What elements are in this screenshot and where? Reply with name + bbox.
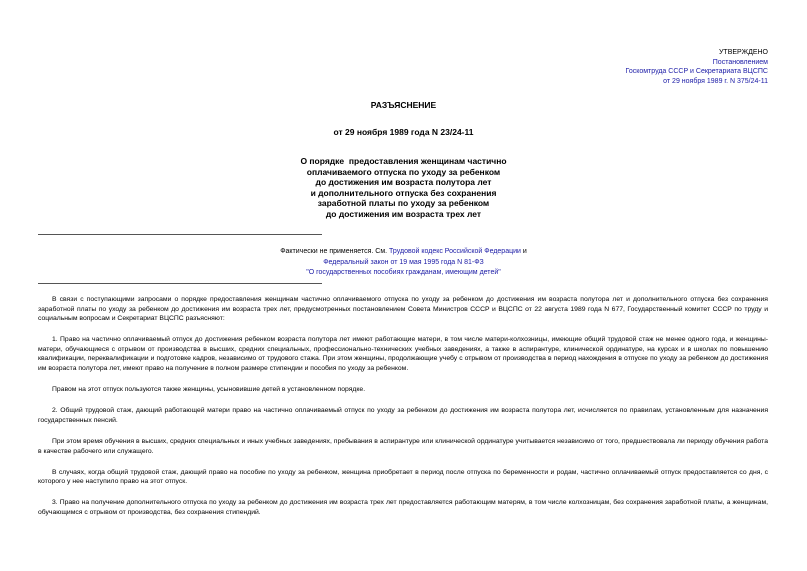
approval-authority-link[interactable]: Госкомтруда СССР и Секретариата ВЦСПС [625, 68, 768, 76]
subject-line: оплачиваемого отпуска по уходу за ребенком [306, 166, 501, 177]
document-date-number: от 29 ноября 1989 года N 23/24-11 [333, 127, 474, 137]
top-divider [38, 234, 322, 235]
bottom-divider [38, 283, 322, 284]
approval-date-link[interactable]: от 29 ноября 1989 г. N 375/24-11 [663, 77, 768, 85]
body-paragraph: 1. Право на частично оплачиваемый отпуск до достижения ребенком возраста полутора лет имеют работающие матери, в том числе матери-колхозницы, имеющие общий трудовой стаж не менее одного года, и женщины-матери, обучающиеся с отрывом от производства в высших, средних специальных, профессионально-технических учебных заведениях, а также в аспирантуре, клинической ординатуре, на курсах и в школах по повышению квалификации, переквалификации и подготовке кадров, независимо от трудового стажа. При этом женщины, продолжающие учебу с отрывом от производства в период нахождения в отпуске по уходу за ребенком до достижения им возраста полутора лет, имеют право на получение в полном размере стипендии и пособия по уходу за ребенком. [38, 336, 768, 373]
approved-label: УТВЕРЖДЕНО [718, 49, 768, 56]
approval-resolution-link[interactable]: Постановлением [712, 58, 768, 66]
body-paragraph: 2. Общий трудовой стаж, дающий работающей матери право на частично оплачиваемый отпуск по уходу за ребенком до достижения им возраста полутора лет, исчисляется по правилам, установленным для назначения государственных пенсий. [38, 407, 768, 424]
subject-line: до достижения им возраста полутора лет [315, 177, 492, 187]
subject-line: заработной платы по уходу за ребенком [317, 198, 490, 208]
approval-block [626, 48, 769, 86]
federal-law-title-link[interactable]: "О государственных пособиях гражданам, имеющим детей" [306, 269, 501, 277]
body-paragraph: Правом на этот отпуск пользуются также женщины, усыновившие детей в установленном порядке. [52, 386, 366, 394]
subject-line: и дополнительного отпуска без сохранения [310, 187, 497, 198]
note-prefix: Фактически не применяется. См. [280, 248, 390, 255]
body-paragraph: При этом время обучения в высших, средних специальных и иных учебных заведениях, пребывания в аспирантуре или клинической ординатуре учитывается независимо от того, предшествовала ли периоду обучения работа в качестве рабочего или служащего. [38, 437, 768, 455]
document-body [38, 295, 768, 529]
document-subject [0, 156, 807, 219]
applicability-note [0, 247, 807, 279]
note-conjunction: и [520, 248, 527, 255]
subject-line: до достижения им возраста трех лет [325, 208, 482, 219]
federal-law-link[interactable]: Федеральный закон от 19 мая 1995 года N 81-ФЗ [323, 258, 484, 266]
document-type-title: РАЗЪЯСНЕНИЕ [370, 100, 437, 110]
body-paragraph: В случаях, когда общий трудовой стаж, дающий право на пособие по уходу за ребенком, женщина приобретает в период после отпуска по беременности и родам, частично оплачиваемый отпуск предоставляется со дня, с которого у нее наступило право на этот отпуск. [38, 468, 768, 486]
labor-code-link[interactable]: Трудовой кодекс Российской Федерации [389, 248, 521, 255]
body-paragraph: В связи с поступающими запросами о порядке предоставления женщинам частично оплачиваемого отпуска по уходу за ребенком до достижения им возраста полутора лет и дополнительного отпуска без сохранения заработной платы по уходу за ребенком до достижения им возраста трех лет, предусмотренных постановлением Совета Министров СССР и ВЦСПС от 22 августа 1989 года N 677, Государственный комитет СССР по труду и социальным вопросам и Секретариат ВЦСПС разъясняют: [38, 296, 768, 323]
body-paragraph: 3. Право на получение дополнительного отпуска по уходу за ребенком до достижения им возраста трех лет предоставляется работающим матерям, в том числе колхозницам, без сохранения заработной платы, а женщинам, обучающимся с отрывом от производства, без сохранения стипендий. [38, 499, 768, 516]
subject-line: О порядке предоставления женщинам частично [300, 156, 507, 166]
